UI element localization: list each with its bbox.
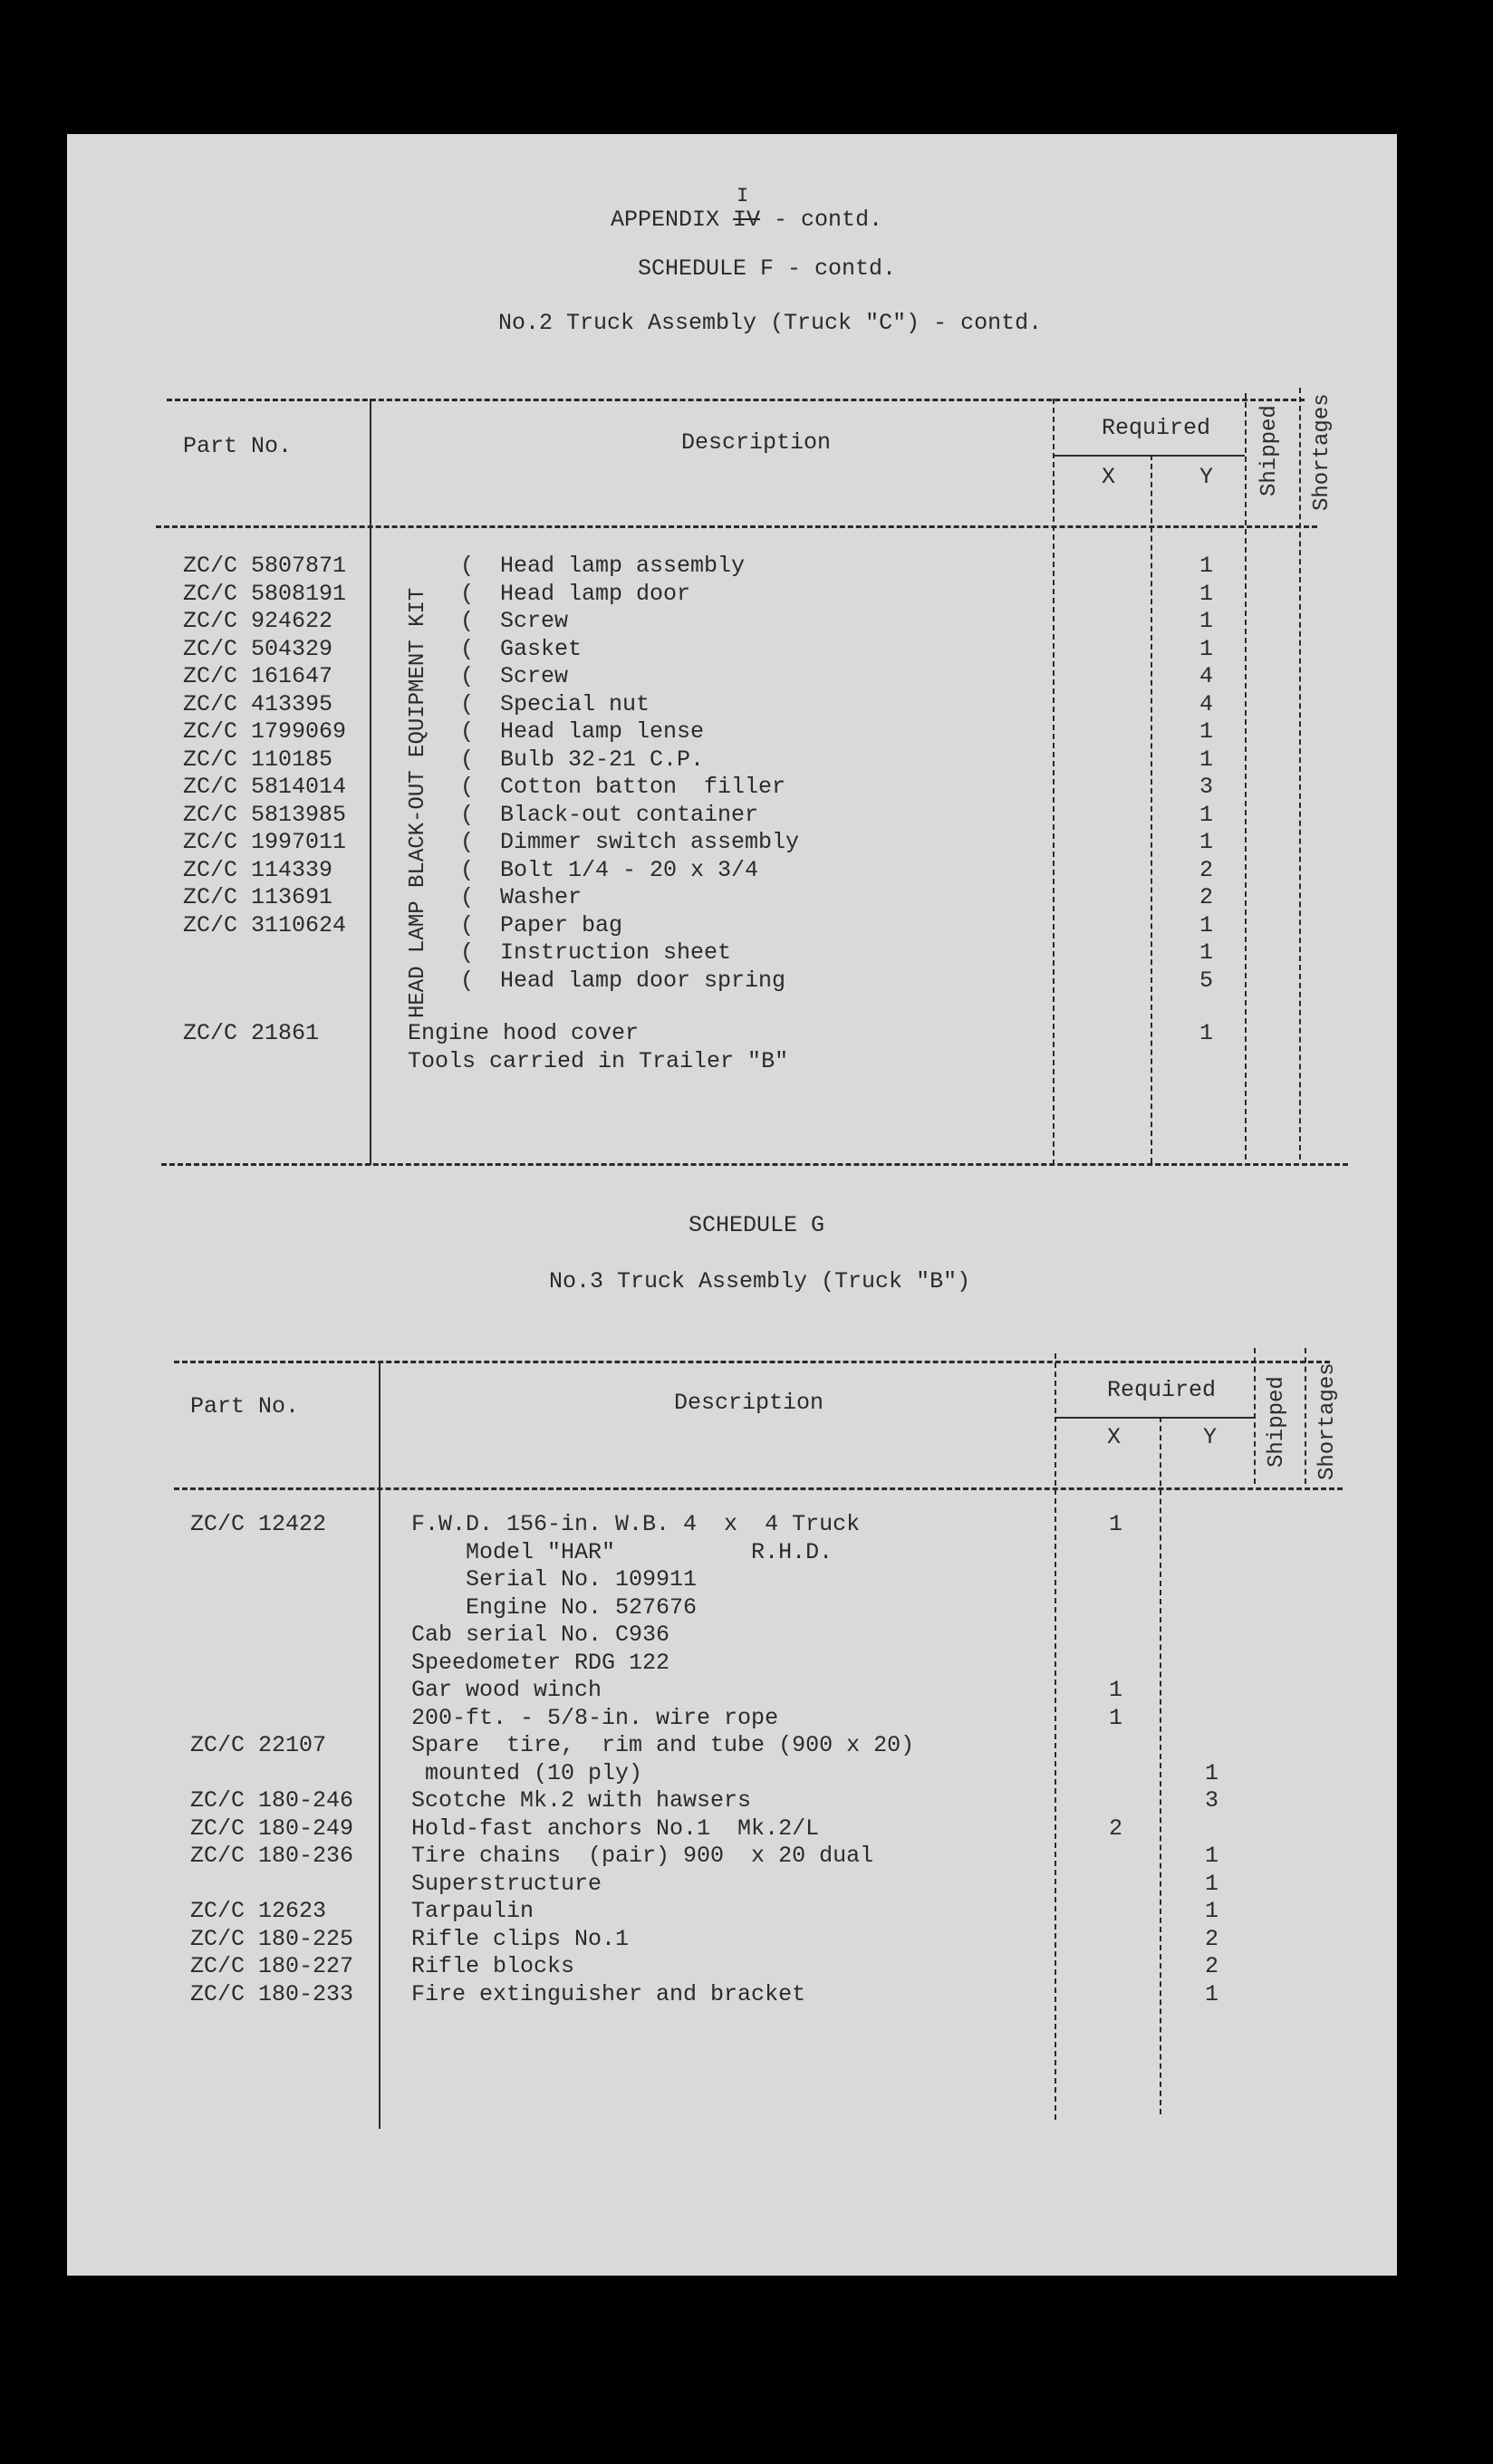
table-f-extra-rows (67, 1020, 1397, 1075)
description-cell: Rifle blocks (411, 1953, 575, 1979)
table-g-part-no-header: Part No. (190, 1393, 300, 1420)
description-cell: mounted (10 ply) (411, 1759, 643, 1786)
required-y-cell: 1 (1199, 829, 1214, 855)
bracket-mark: ( (460, 663, 475, 689)
table-g-required-rule (1055, 1417, 1254, 1419)
part-number-cell: ZC/C 114339 (183, 856, 333, 883)
table-g-col-divider-5 (1305, 1348, 1306, 1484)
bracket-mark: ( (460, 608, 475, 634)
table-row (67, 581, 1397, 609)
required-y-cell: 5 (1199, 967, 1214, 994)
part-number-cell: ZC/C 5807871 (183, 553, 347, 579)
required-y-cell: 2 (1199, 856, 1214, 883)
table-f-bottom-rule (161, 1163, 1348, 1166)
description-cell: Hold-fast anchors No.1 Mk.2/L (411, 1814, 820, 1842)
part-number-cell: ZC/C 3110624 (183, 911, 347, 938)
description-cell: Serial No. 109911 (411, 1566, 698, 1593)
table-row (67, 1843, 1397, 1871)
required-x-cell: 1 (1109, 1511, 1123, 1537)
description-cell: Screw (500, 663, 569, 689)
bracket-mark: ( (460, 718, 475, 745)
description-cell: Black-out container (500, 801, 759, 828)
description-cell: Head lamp door (500, 580, 691, 607)
appendix-numeral: IV I (733, 185, 761, 233)
required-y-cell: 2 (1205, 1953, 1219, 1979)
description-cell: Spare tire, rim and tube (900 x 20) (411, 1732, 915, 1758)
required-y-cell: 1 (1199, 911, 1214, 938)
table-row (67, 912, 1397, 940)
part-number-cell: ZC/C 180-246 (190, 1787, 354, 1814)
part-number-cell: ZC/C 5813985 (183, 801, 347, 828)
table-row (67, 1705, 1397, 1733)
bracket-label: HEAD LAMP BLACK-OUT EQUIPMENT KIT (406, 587, 430, 1018)
appendix-title: APPENDIX IV I - contd. (611, 185, 883, 233)
bracket-mark: ( (460, 856, 475, 883)
part-number-cell: ZC/C 413395 (183, 690, 333, 717)
schedule-f-title: SCHEDULE F - contd. (638, 255, 897, 282)
required-x-cell: 1 (1109, 1677, 1123, 1703)
required-y-cell: 1 (1205, 1980, 1219, 2007)
required-y-cell: 1 (1199, 746, 1214, 773)
part-number-cell: ZC/C 180-249 (190, 1814, 354, 1842)
bracket-mark: ( (460, 690, 475, 717)
part-number-cell: ZC/C 22107 (190, 1732, 327, 1758)
table-f-description-header: Description (681, 429, 832, 456)
part-number-cell: ZC/C 12623 (190, 1898, 327, 1924)
table-f-top-rule (167, 399, 1305, 401)
description-cell: Screw (500, 608, 569, 634)
table-f-rows (67, 553, 1397, 995)
description-cell: Superstructure (411, 1870, 602, 1897)
description-cell: Washer (500, 884, 583, 910)
description-cell: Head lamp assembly (500, 553, 746, 579)
table-row (67, 802, 1397, 830)
table-row (67, 1926, 1397, 1954)
punch-hole (232, 2297, 266, 2332)
bracket-mark: ( (460, 746, 475, 773)
required-y-cell: 1 (1199, 608, 1214, 634)
table-row (67, 1787, 1397, 1815)
required-y-cell: 1 (1205, 1898, 1219, 1924)
table-row (67, 829, 1397, 857)
bracket-mark: ( (460, 801, 475, 828)
table-f-shipped-header: Shipped (1257, 405, 1282, 496)
required-y-cell: 1 (1199, 718, 1214, 745)
part-number-cell: ZC/C 180-227 (190, 1953, 354, 1979)
table-row (67, 663, 1397, 691)
table-f-x-header: X (1102, 464, 1116, 490)
description-cell: Model "HAR" R.H.D. (411, 1538, 833, 1565)
table-g-description-header: Description (674, 1390, 824, 1416)
description-cell: 200-ft. - 5/8-in. wire rope (411, 1704, 779, 1731)
required-y-cell: 2 (1205, 1925, 1219, 1952)
part-number-cell: ZC/C 21861 (183, 1020, 320, 1046)
table-g-required-header: Required (1107, 1377, 1217, 1403)
description-cell: Rifle clips No.1 (411, 1925, 630, 1952)
table-row (67, 553, 1397, 581)
part-number-cell: ZC/C 180-233 (190, 1980, 354, 2007)
bracket-mark: ( (460, 939, 475, 966)
table-row (67, 1650, 1397, 1678)
table-row (67, 1566, 1397, 1594)
table-row (67, 774, 1397, 802)
required-y-cell: 1 (1199, 939, 1214, 966)
schedule-g-subtitle: No.3 Truck Assembly (Truck "B") (549, 1268, 971, 1295)
table-f-shortages-header: Shortages (1310, 393, 1334, 511)
description-cell: Bolt 1/4 - 20 x 3/4 (500, 856, 759, 883)
table-row (67, 1953, 1397, 1981)
table-g-x-header: X (1107, 1424, 1122, 1450)
table-f-required-header: Required (1102, 415, 1211, 441)
table-row (67, 857, 1397, 885)
table-g-header-rule (174, 1487, 1343, 1490)
description-cell: Tire chains (pair) 900 x 20 dual (411, 1843, 874, 1869)
description-cell: Special nut (500, 690, 650, 717)
description-cell: Gasket (500, 635, 583, 662)
table-row (67, 884, 1397, 912)
table-row (67, 746, 1397, 775)
table-f-required-rule (1053, 455, 1245, 457)
part-number-cell: ZC/C 113691 (183, 884, 333, 910)
description-cell: Engine No. 527676 (411, 1593, 698, 1621)
table-g-top-rule (174, 1361, 1330, 1363)
required-y-cell: 4 (1199, 663, 1214, 689)
table-row (67, 1020, 1397, 1048)
table-f-header-rule (156, 525, 1317, 528)
table-row (67, 636, 1397, 664)
part-number-cell: ZC/C 5814014 (183, 774, 347, 800)
schedule-g-title: SCHEDULE G (689, 1212, 825, 1238)
description-cell: Instruction sheet (500, 939, 732, 966)
table-row (67, 1539, 1397, 1567)
description-cell: Cab serial No. C936 (411, 1622, 670, 1648)
description-cell: F.W.D. 156-in. W.B. 4 x 4 Truck (411, 1511, 861, 1537)
description-cell: Speedometer RDG 122 (411, 1649, 670, 1676)
bracket-mark: ( (460, 911, 475, 938)
table-row (67, 1732, 1397, 1760)
table-row (67, 1622, 1397, 1650)
table-g-shortages-header: Shortages (1315, 1362, 1340, 1480)
description-cell: Fire extinguisher and bracket (411, 1980, 806, 2007)
part-number-cell: ZC/C 12422 (190, 1511, 327, 1537)
document-page (67, 134, 1397, 2276)
required-y-cell: 1 (1199, 801, 1214, 828)
table-g-col-divider-4 (1254, 1348, 1256, 1484)
part-number-cell: ZC/C 161647 (183, 663, 333, 689)
table-g-y-header: Y (1203, 1424, 1218, 1450)
required-x-cell: 2 (1109, 1814, 1123, 1842)
part-number-cell: ZC/C 1799069 (183, 718, 347, 745)
description-cell: Head lamp lense (500, 718, 705, 745)
required-y-cell: 2 (1199, 884, 1214, 910)
description-cell: Scotche Mk.2 with hawsers (411, 1787, 752, 1814)
table-f-part-no-header: Part No. (183, 433, 293, 459)
required-y-cell: 1 (1205, 1870, 1219, 1897)
table-row (67, 1594, 1397, 1622)
required-y-cell: 3 (1199, 774, 1214, 800)
required-y-cell: 1 (1199, 635, 1214, 662)
bracket-mark: ( (460, 635, 475, 662)
table-row (67, 1760, 1397, 1788)
table-row (67, 1511, 1397, 1539)
schedule-f-subtitle: No.2 Truck Assembly (Truck "C") - contd. (498, 310, 1043, 336)
required-y-cell: 3 (1205, 1787, 1219, 1814)
table-g-rows (67, 1511, 1397, 2008)
description-cell: Dimmer switch assembly (500, 829, 800, 855)
part-number-cell: ZC/C 110185 (183, 746, 333, 773)
description-cell: Tarpaulin (411, 1898, 535, 1924)
table-row (67, 1981, 1397, 2009)
table-row (67, 1815, 1397, 1843)
table-g-shipped-header: Shipped (1265, 1376, 1289, 1468)
description-cell: Bulb 32-21 C.P. (500, 746, 705, 773)
required-y-cell: 1 (1205, 1843, 1219, 1869)
part-number-cell: ZC/C 504329 (183, 635, 333, 662)
required-y-cell: 1 (1199, 553, 1214, 579)
table-f-y-header: Y (1199, 464, 1214, 490)
description-cell: Gar wood winch (411, 1677, 602, 1703)
part-number-cell: ZC/C 1997011 (183, 829, 347, 855)
part-number-cell: ZC/C 180-236 (190, 1843, 354, 1869)
required-y-cell: 4 (1199, 690, 1214, 717)
part-number-cell: ZC/C 180-225 (190, 1925, 354, 1952)
table-row (67, 608, 1397, 636)
required-y-cell: 1 (1199, 1020, 1214, 1046)
description-cell: Cotton batton filler (500, 774, 786, 800)
table-row (67, 939, 1397, 967)
bracket-mark: ( (460, 553, 475, 579)
table-row (67, 1898, 1397, 1926)
table-row (67, 967, 1397, 996)
required-y-cell: 1 (1205, 1759, 1219, 1786)
description-cell: Engine hood cover (408, 1020, 640, 1046)
description-cell: Paper bag (500, 911, 623, 938)
bracket-mark: ( (460, 580, 475, 607)
table-row (67, 691, 1397, 719)
part-number-cell: ZC/C 5808191 (183, 580, 347, 607)
required-y-cell: 1 (1199, 580, 1214, 607)
bracket-mark: ( (460, 884, 475, 910)
description-cell: Head lamp door spring (500, 967, 786, 994)
bracket-mark: ( (460, 967, 475, 994)
table-row (67, 1048, 1397, 1076)
bracket-mark: ( (460, 774, 475, 800)
description-cell: Tools carried in Trailer "B" (408, 1047, 789, 1074)
table-row (67, 1871, 1397, 1899)
table-row (67, 718, 1397, 746)
table-row (67, 1677, 1397, 1705)
required-x-cell: 1 (1109, 1704, 1123, 1731)
bracket-mark: ( (460, 829, 475, 855)
part-number-cell: ZC/C 924622 (183, 608, 333, 634)
